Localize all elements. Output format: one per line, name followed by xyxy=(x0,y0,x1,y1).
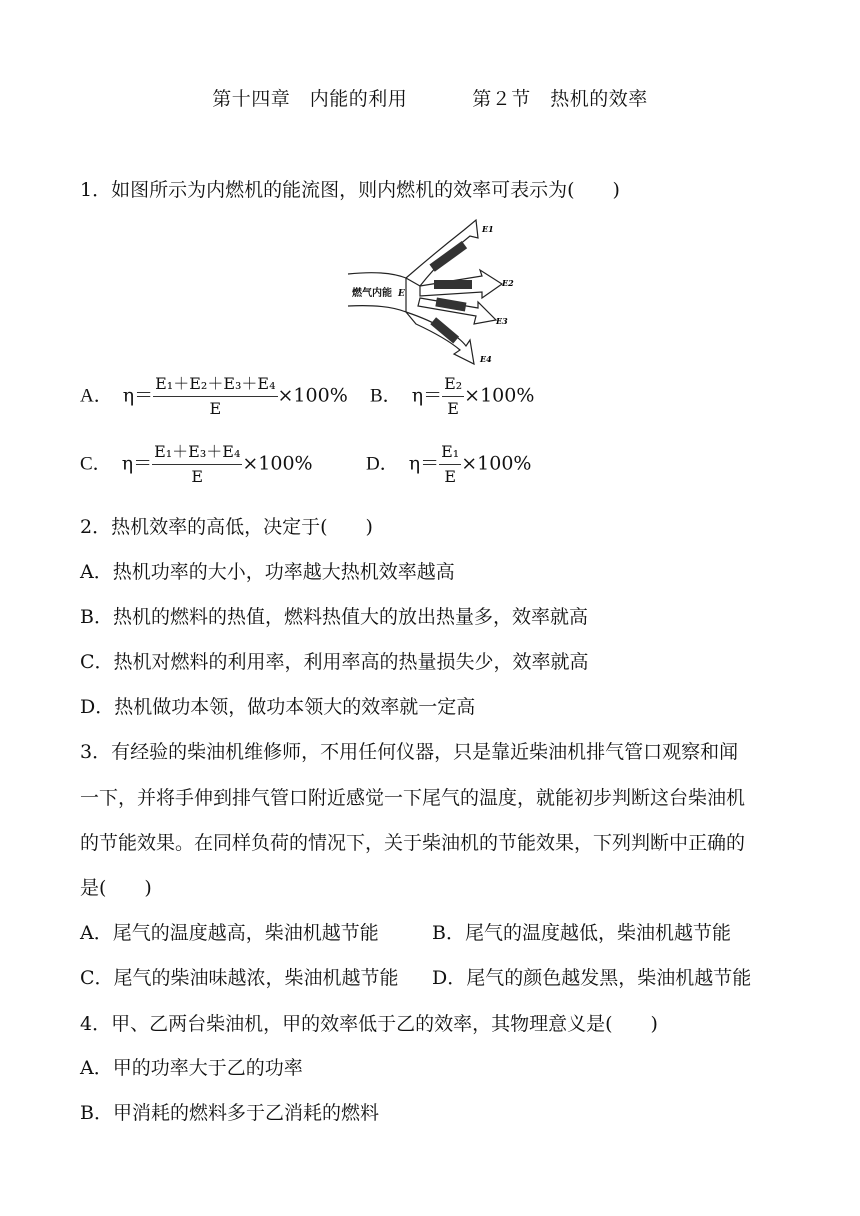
q2-stem: 2．热机效率的高低，决定于( ) xyxy=(80,516,373,538)
e1-label: E1 xyxy=(482,224,494,234)
q2-option-b: B．热机的燃料的热值，燃料热值大的放出热量多，效率就高 xyxy=(80,606,588,628)
input-symbol: E xyxy=(398,289,405,299)
e3-label: E3 xyxy=(496,316,508,326)
e4-label: E4 xyxy=(480,354,492,364)
fraction: $\frac{\text{E₁}}{E}$ xyxy=(441,442,460,486)
q3-option-d: D．尾气的颜色越发黑，柴油机越节能 xyxy=(432,967,752,989)
q3-line1: 3．有经验的柴油机维修师，不用任何仪器，只是靠近柴油机排气管口观察和闻 xyxy=(80,741,739,763)
energy-flow-diagram xyxy=(346,212,516,370)
q3-option-b: B．尾气的温度越低，柴油机越节能 xyxy=(432,922,731,944)
q1-option-a: A． η＝ $\frac{\text{E₁＋E₂＋E₃＋E₄}}{E}$ ×100% xyxy=(80,374,348,418)
q1-stem: 1．如图所示为内燃机的能流图，则内燃机的效率可表示为( ) xyxy=(80,179,620,201)
q4-option-b: B．甲消耗的燃料多于乙消耗的燃料 xyxy=(80,1102,379,1124)
branch2-label-block xyxy=(434,280,472,289)
fraction: $\frac{\text{E₁＋E₃＋E₄}}{E}$ xyxy=(154,442,241,486)
q4-option-a: A．甲的功率大于乙的功率 xyxy=(80,1057,303,1079)
q4-stem: 4．甲、乙两台柴油机，甲的效率低于乙的效率，其物理意义是( ) xyxy=(80,1013,658,1035)
q3-line2: 一下，并将手伸到排气管口附近感觉一下尾气的温度，就能初步判断这台柴油机 xyxy=(80,787,746,809)
q3-option-a: A．尾气的温度越高，柴油机越节能 xyxy=(80,922,379,944)
input-label: 燃气内能 xyxy=(352,288,392,299)
q1-option-d: D． η＝ $\frac{\text{E₁}}{E}$ ×100% xyxy=(366,442,532,486)
e2-label: E2 xyxy=(502,278,514,288)
fraction: $\frac{\text{E₁＋E₂＋E₃＋E₄}}{E}$ xyxy=(155,374,276,418)
q3-line4: 是( ) xyxy=(80,877,152,899)
q1-option-c: C． η＝ $\frac{\text{E₁＋E₃＋E₄}}{E}$ ×100% xyxy=(80,442,313,486)
q3-line3: 的节能效果。在同样负荷的情况下，关于柴油机的节能效果，下列判断中正确的 xyxy=(80,832,746,854)
fraction: $\frac{\text{E₂}}{E}$ xyxy=(444,374,463,418)
q3-option-c: C．尾气的柴油味越浓，柴油机越节能 xyxy=(80,967,399,989)
q1-option-b: B． η＝ $\frac{\text{E₂}}{E}$ ×100% xyxy=(370,374,535,418)
section-title: 第２节 热机的效率 xyxy=(472,88,648,110)
chapter-title: 第十四章 内能的利用 xyxy=(212,88,408,110)
q2-option-d: D．热机做功本领，做功本领大的效率就一定高 xyxy=(80,696,476,718)
q2-option-a: A．热机功率的大小，功率越大热机效率越高 xyxy=(80,561,455,583)
page-title xyxy=(0,84,860,111)
q2-option-c: C．热机对燃料的利用率，利用率高的热量损失少，效率就高 xyxy=(80,651,589,673)
